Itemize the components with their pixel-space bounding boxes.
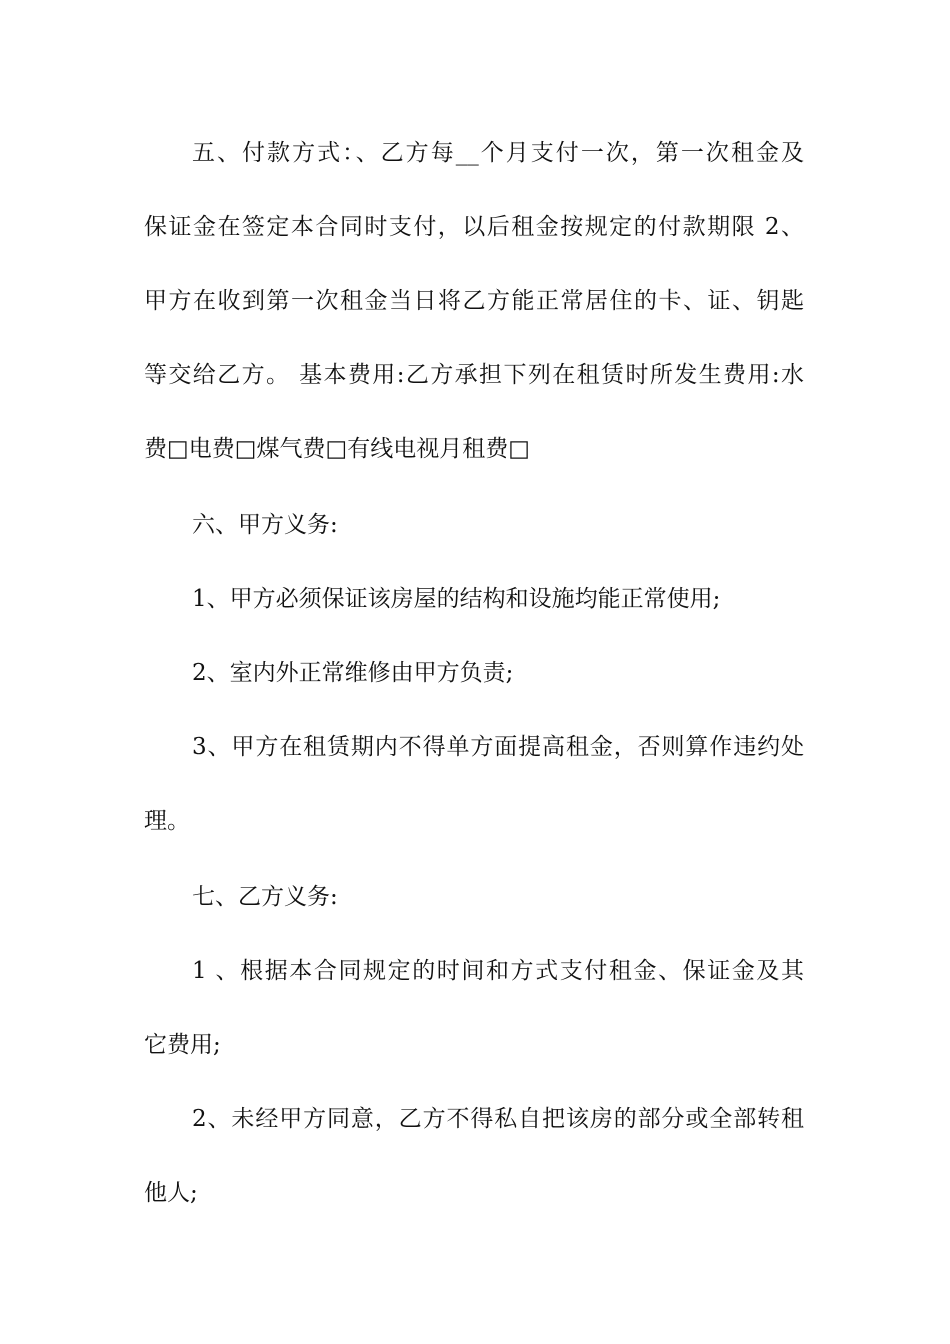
clause-5-line-3: 甲方在收到第一次租金当日将乙方能正常居住的卡、证、钥匙	[144, 288, 804, 314]
clause-5-line-5: 费□电费□煤气费□有线电视月租费□	[144, 436, 530, 462]
tenant-duty-2-line-2: 他人;	[144, 1180, 198, 1206]
section-heading-tenant-duties: 七、乙方义务:	[192, 884, 338, 910]
tenant-duty-1-line-2: 它费用;	[144, 1032, 221, 1058]
landlord-duty-2: 2、室内外正常维修由甲方负责;	[192, 660, 514, 686]
tenant-duty-2-line-1: 2、未经甲方同意，乙方不得私自把该房的部分或全部转租	[192, 1106, 804, 1132]
landlord-duty-3-line-1: 3、甲方在租赁期内不得单方面提高租金，否则算作违约处	[192, 734, 804, 760]
section-heading-landlord-duties: 六、甲方义务:	[192, 512, 338, 538]
landlord-duty-1: 1、甲方必须保证该房屋的结构和设施均能正常使用;	[192, 586, 721, 612]
tenant-duty-1-line-1: 1 、根据本合同规定的时间和方式支付租金、保证金及其	[192, 958, 804, 984]
clause-5-line-2: 保证金在签定本合同时支付，以后租金按规定的付款期限 2、	[144, 214, 804, 240]
landlord-duty-3-line-2: 理。	[144, 808, 190, 834]
clause-5-line-1: 五、付款方式：、乙方每__个月支付一次，第一次租金及	[192, 140, 804, 166]
clause-5-line-4: 等交给乙方。 基本费用:乙方承担下列在租赁时所发生费用:水	[144, 362, 804, 388]
